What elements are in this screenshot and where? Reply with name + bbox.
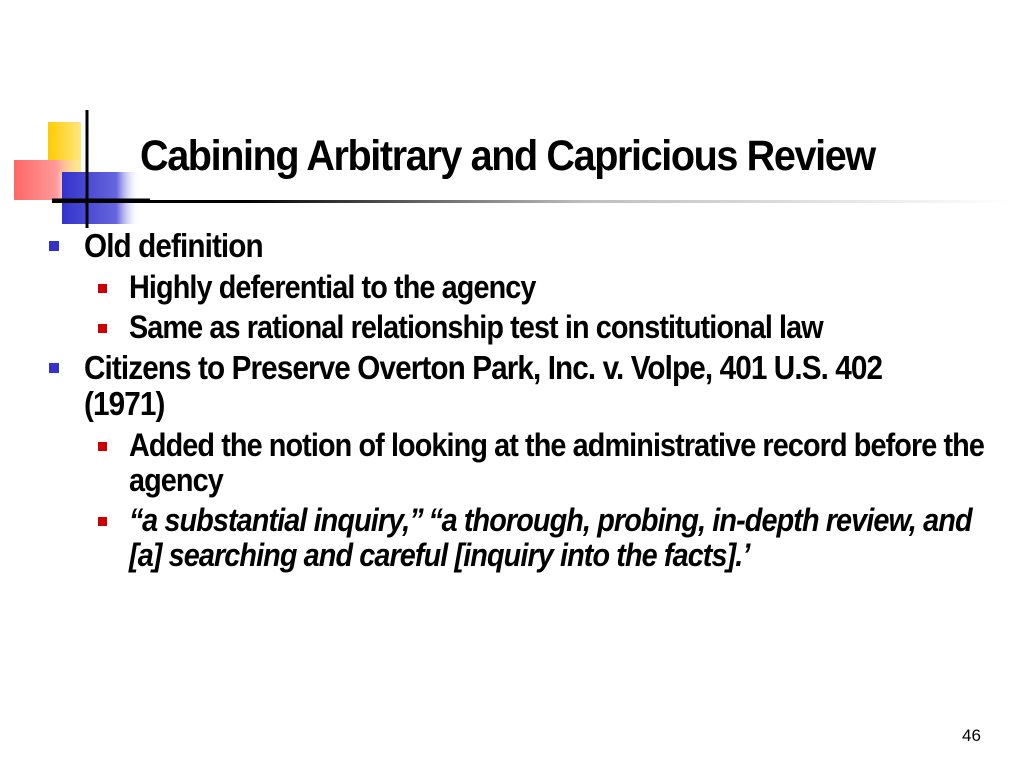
sub-bullet-rational-relationship bbox=[40, 310, 1000, 345]
sub-bullet-substantial-inquiry bbox=[40, 503, 1000, 573]
bullet-text: Citizens to Preserve Overton Park, Inc. v. Volpe, 401 U.S. 402 (1971) bbox=[84, 349, 883, 422]
slide-body bbox=[40, 228, 1000, 578]
sub-bullet-text: Highly deferential to the agency bbox=[129, 269, 536, 305]
square-bullet-icon bbox=[49, 363, 59, 373]
bullet-old-definition bbox=[40, 228, 1000, 264]
sub-bullet-administrative-record bbox=[40, 428, 1000, 498]
bullet-text: Old definition bbox=[84, 227, 263, 264]
title-divider bbox=[52, 200, 1012, 203]
square-bullet-icon bbox=[98, 517, 107, 526]
sub-bullet-quote-text: ‘‘a substantial inquiry,’’ ‘‘a thorough, probing, in-depth review, and [a] searching and careful [inquiry into the facts].’ bbox=[129, 502, 972, 573]
slide-title: Cabining Arbitrary and Capricious Review bbox=[140, 132, 875, 180]
slide-logo-icon bbox=[0, 100, 150, 230]
square-bullet-icon bbox=[98, 442, 107, 451]
sub-bullet-highly-deferential bbox=[40, 270, 1000, 305]
square-bullet-icon bbox=[49, 241, 59, 251]
square-bullet-icon bbox=[98, 284, 107, 293]
sub-bullet-text: Added the notion of looking at the administrative record before the agency bbox=[129, 427, 984, 498]
bullet-overton-park bbox=[40, 350, 1000, 422]
page-number: 46 bbox=[962, 726, 981, 745]
sub-bullet-text: Same as rational relationship test in constitutional law bbox=[129, 309, 823, 345]
square-bullet-icon bbox=[98, 324, 107, 333]
